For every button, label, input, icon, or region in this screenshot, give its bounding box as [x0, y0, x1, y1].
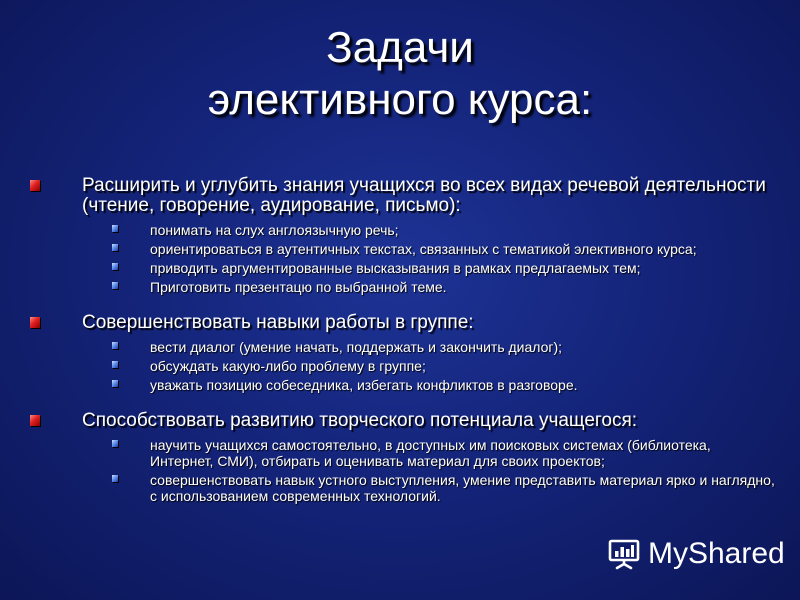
sub-item-text: Приготовить презентацю по выбранной теме.: [150, 279, 447, 295]
sub-item-text: научить учащихся самостоятельно, в доступных им поисковых системах (библиотека, Интернет, СМИ), отбирать и оценивать материал для своих проектов;: [150, 437, 711, 469]
red-square-bullet-icon: [30, 317, 40, 328]
sub-item-text: вести диалог (умение начать, поддержать и закончить диалог);: [150, 339, 563, 355]
presentation-screen-icon: [606, 536, 642, 572]
list-item-2: [30, 313, 775, 393]
sub-item-text: приводить аргументированные высказывания в рамках предлагаемых тем;: [150, 260, 641, 276]
myshared-watermark: [606, 534, 785, 574]
sub-item: [150, 241, 775, 257]
blue-square-bullet-icon: [112, 440, 118, 447]
list-item-1: [30, 176, 775, 295]
title-line-1: Задачи: [326, 23, 474, 72]
red-square-bullet-icon: [30, 180, 40, 191]
sub-item: [150, 358, 775, 374]
list-item-heading: [30, 313, 775, 333]
sub-item: [150, 279, 775, 295]
sub-item-text: совершенствовать навык устного выступления, умение представить материал ярко и наглядно, с использованием современных технологий.: [150, 472, 775, 504]
blue-square-bullet-icon: [112, 361, 118, 368]
blue-square-bullet-icon: [112, 225, 118, 232]
sub-item-text: ориентироваться в аутентичных текстах, связанных с тематикой элективного курса;: [150, 241, 697, 257]
sub-item: [150, 260, 775, 276]
list-item-3: [30, 411, 775, 504]
blue-square-bullet-icon: [112, 282, 118, 289]
sub-item: [150, 472, 775, 504]
blue-square-bullet-icon: [112, 342, 118, 349]
blue-square-bullet-icon: [112, 475, 118, 482]
list-item-text: Способствовать развитию творческого потенциала учащегося:: [82, 410, 638, 431]
sub-list: [30, 339, 775, 393]
title-line-2: элективного курса:: [207, 75, 593, 124]
blue-square-bullet-icon: [112, 263, 118, 270]
blue-square-bullet-icon: [112, 244, 118, 251]
slide-title: [0, 22, 800, 126]
sub-list: [30, 222, 775, 295]
sub-item: [150, 222, 775, 238]
slide-content: [30, 176, 775, 522]
sub-item: [150, 339, 775, 355]
sub-item-text: обсуждать какую-либо проблему в группе;: [150, 358, 426, 374]
red-square-bullet-icon: [30, 415, 40, 426]
sub-item-text: понимать на слух англоязычную речь;: [150, 222, 399, 238]
list-item-text: Расширить и углубить знания учащихся во всех видах речевой деятельности (чтение, говорение, аудирование, письмо):: [82, 175, 766, 216]
watermark-text: MyShared: [648, 537, 785, 570]
list-item-heading: [30, 411, 775, 431]
list-item-heading: [30, 176, 775, 216]
sub-list: [30, 437, 775, 504]
sub-item-text: уважать позицию собеседника, избегать конфликтов в разговоре.: [150, 377, 578, 393]
blue-square-bullet-icon: [112, 380, 118, 387]
list-item-text: Совершенствовать навыки работы в группе:: [82, 312, 474, 333]
sub-item: [150, 437, 775, 469]
sub-item: [150, 377, 775, 393]
